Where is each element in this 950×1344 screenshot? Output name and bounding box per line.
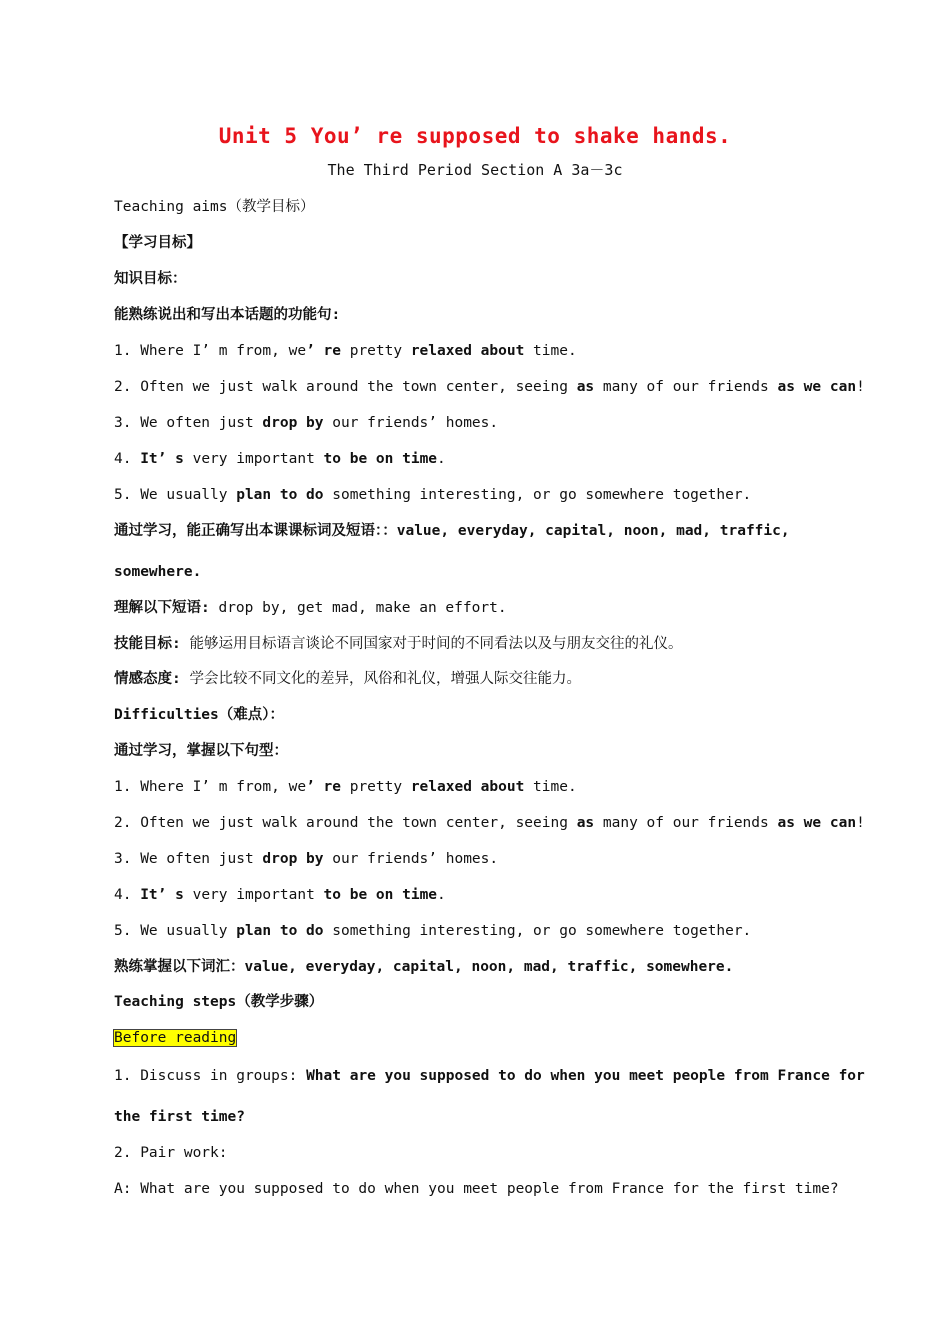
- text-segment: 熟练掌握以下词汇：value, everyday, capital, noon, mad, traffic, somewhere.: [114, 959, 734, 975]
- text-segment: ’ re: [306, 343, 341, 359]
- text-line: [114, 485, 844, 505]
- text-segment: !: [856, 815, 865, 831]
- text-segment: 能熟练说出和写出本话题的功能句:: [114, 307, 341, 323]
- text-segment: relaxed about: [410, 343, 525, 359]
- text-segment: 2. Often we just walk around the town center, seeing: [114, 815, 577, 831]
- text-line: [114, 197, 844, 217]
- text-segment: 3. We often just: [114, 851, 263, 867]
- text-line: [114, 777, 844, 797]
- text-segment: 1. Where I’ m from, we: [114, 779, 307, 795]
- text-segment: 4.: [114, 451, 141, 467]
- text-line: [114, 521, 844, 541]
- text-segment: plan to do: [236, 923, 324, 939]
- text-segment: 知识目标：: [114, 271, 187, 287]
- text-line: [114, 233, 844, 253]
- text-segment: to be on time: [323, 887, 438, 903]
- text-segment: the first time?: [114, 1109, 245, 1125]
- text-line: [114, 1179, 844, 1199]
- text-line: [114, 957, 844, 977]
- text-line: [114, 741, 844, 761]
- document-title: Unit 5 You’ re supposed to shake hands.: [218, 124, 732, 148]
- text-line: [114, 669, 844, 689]
- text-segment: as we can: [777, 379, 857, 395]
- text-segment: drop by: [262, 851, 324, 867]
- text-line: [114, 921, 844, 941]
- text-line: [114, 413, 844, 433]
- text-segment: !: [856, 379, 865, 395]
- text-segment: It’ s: [140, 451, 184, 467]
- text-line: [114, 1066, 865, 1086]
- text-line: [114, 992, 844, 1012]
- text-line: [114, 377, 865, 397]
- text-segment: many of our friends: [594, 379, 778, 395]
- text-segment: pretty: [340, 343, 411, 359]
- text-line: [114, 1028, 844, 1048]
- text-segment: 1. Discuss in groups:: [114, 1068, 307, 1084]
- text-segment: very important: [183, 451, 324, 467]
- highlighted-heading: Before reading: [114, 1030, 237, 1046]
- text-segment: as: [576, 815, 595, 831]
- text-segment: something interesting, or go somewhere together.: [323, 487, 752, 503]
- text-line: [114, 305, 844, 325]
- text-segment: 1. Where I’ m from, we: [114, 343, 307, 359]
- text-segment: plan to do: [236, 487, 324, 503]
- text-segment: pretty: [340, 779, 411, 795]
- text-line: [114, 269, 844, 289]
- text-segment: What are you supposed to do when you meet people from France for: [306, 1068, 865, 1084]
- text-line: [114, 849, 844, 869]
- text-line: [114, 1107, 844, 1127]
- text-line: [114, 1143, 844, 1163]
- text-segment: very important: [183, 887, 324, 903]
- text-segment: drop by, get mad, make an effort.: [209, 600, 507, 616]
- text-segment: ’ re: [306, 779, 341, 795]
- text-segment: A: What are you supposed to do when you meet people from France for the first time?: [114, 1181, 839, 1197]
- text-segment: many of our friends: [594, 815, 778, 831]
- text-segment: 5. We usually: [114, 923, 237, 939]
- text-segment: .: [437, 887, 446, 903]
- text-segment: 学会比较不同文化的差异，风俗和礼仪，增强人际交往能力。: [180, 671, 581, 687]
- text-line: [114, 341, 844, 361]
- text-segment: 5. We usually: [114, 487, 237, 503]
- text-segment: 理解以下短语:: [114, 600, 210, 616]
- text-segment: .: [437, 451, 446, 467]
- text-segment: our friends’ homes.: [323, 415, 499, 431]
- text-segment: time.: [524, 343, 577, 359]
- text-segment: as we can: [777, 815, 857, 831]
- text-segment: Teaching steps（教学步骤）: [114, 994, 324, 1010]
- text-segment: time.: [524, 779, 577, 795]
- text-segment: It’ s: [140, 887, 184, 903]
- text-segment: to be on time: [323, 451, 438, 467]
- text-line: [114, 634, 844, 654]
- text-segment: as: [576, 379, 595, 395]
- text-segment: 通过学习，掌握以下句型：: [114, 743, 288, 759]
- text-segment: relaxed about: [410, 779, 525, 795]
- text-segment: 2. Pair work:: [114, 1145, 228, 1161]
- text-segment: 通过学习，能正确写出本课课标词及短语：：value, everyday, capital, noon, mad, traffic,: [114, 523, 790, 539]
- text-segment: 2. Often we just walk around the town center, seeing: [114, 379, 577, 395]
- text-line: [114, 813, 865, 833]
- text-segment: 4.: [114, 887, 141, 903]
- text-segment: 3. We often just: [114, 415, 263, 431]
- text-segment: 【学习目标】: [114, 235, 201, 251]
- text-segment: 情感态度:: [114, 671, 181, 687]
- text-segment: something interesting, or go somewhere together.: [323, 923, 752, 939]
- text-segment: 技能目标:: [114, 636, 181, 652]
- text-line: [114, 449, 844, 469]
- text-segment: 能够运用目标语言谈论不同国家对于时间的不同看法以及与朋友交往的礼仪。: [180, 636, 683, 652]
- text-segment: somewhere.: [114, 564, 202, 580]
- text-segment: our friends’ homes.: [323, 851, 499, 867]
- text-line: [114, 598, 844, 618]
- text-line: [114, 885, 844, 905]
- text-line: [114, 562, 844, 582]
- text-segment: drop by: [262, 415, 324, 431]
- text-segment: Teaching aims（教学目标）: [114, 199, 315, 215]
- document-subtitle: The Third Period Section A 3a－3c: [327, 161, 623, 179]
- text-segment: Difficulties（难点）：: [114, 707, 285, 723]
- text-line: [114, 705, 844, 725]
